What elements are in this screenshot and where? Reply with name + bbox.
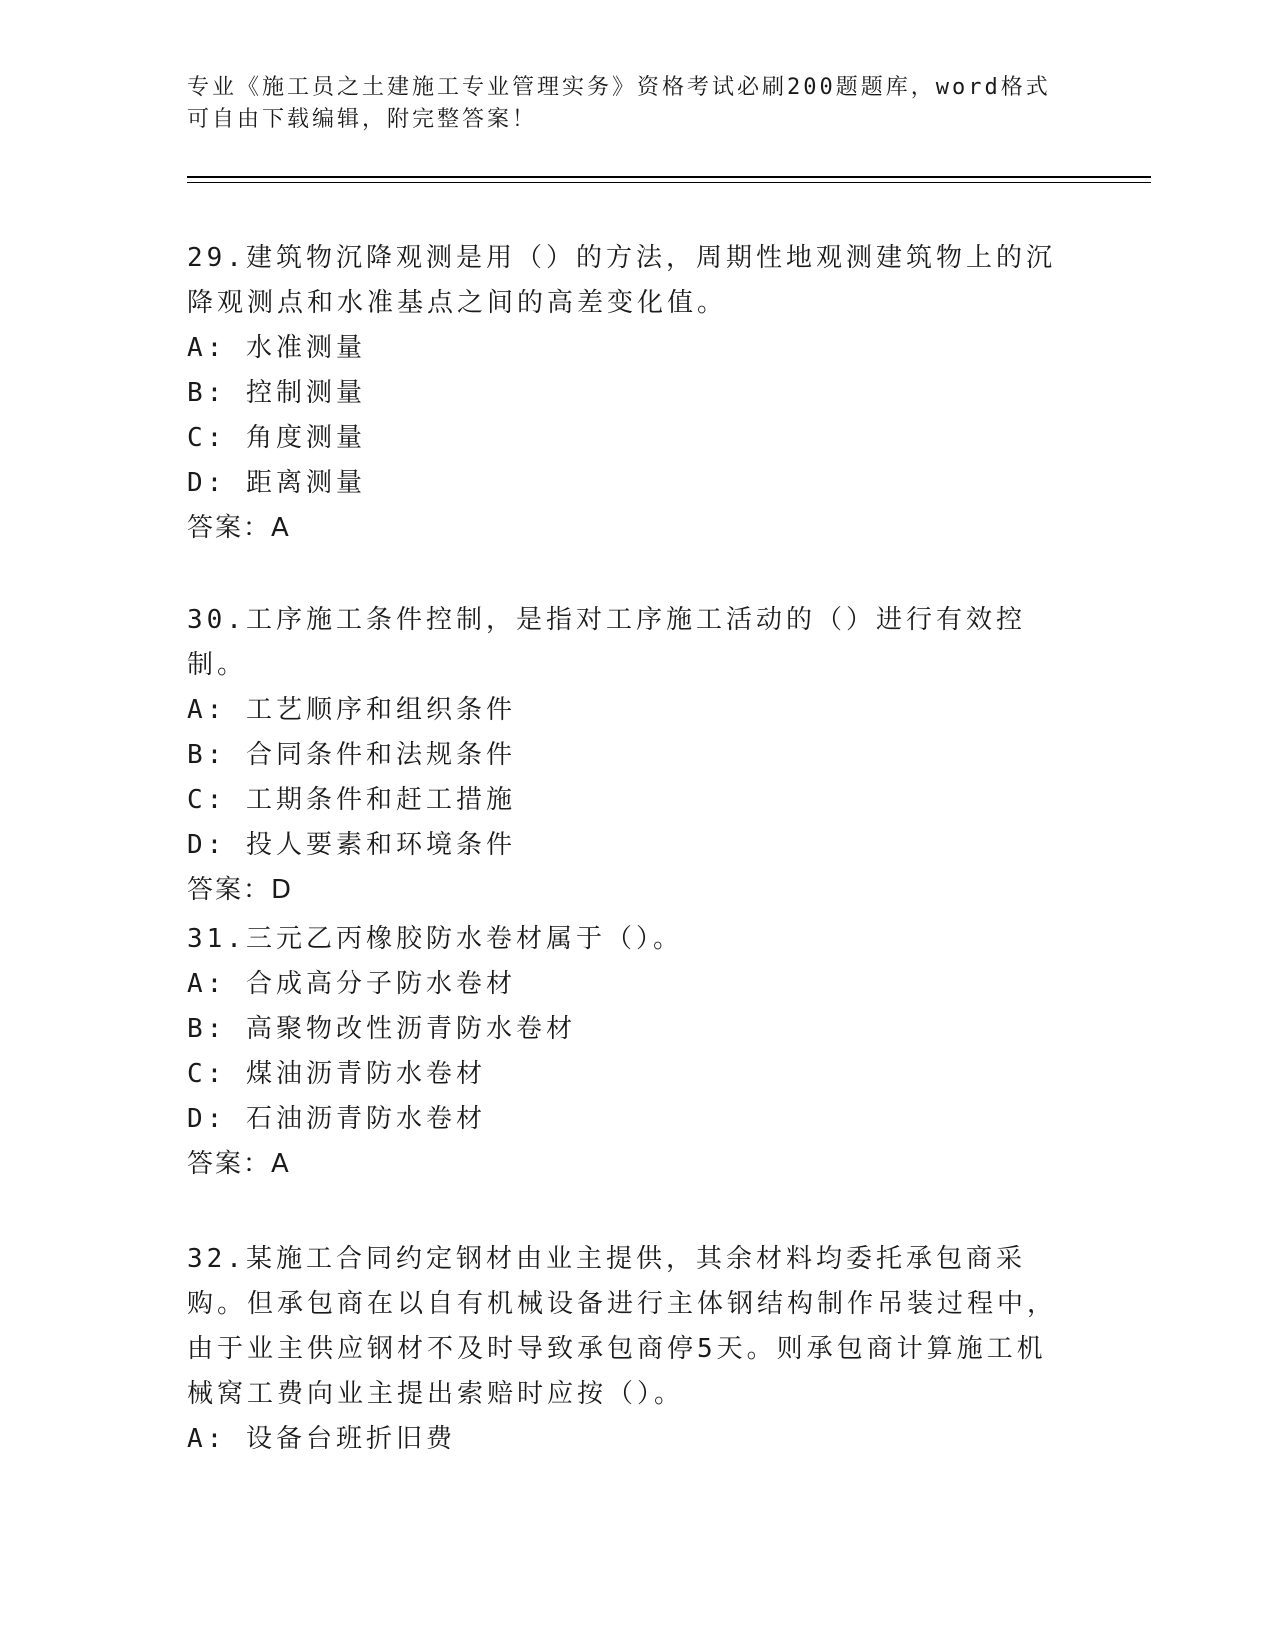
option-c: C: 角度测量	[187, 423, 366, 453]
option-b: B: 合同条件和法规条件	[187, 740, 516, 770]
question-29	[187, 236, 1067, 551]
question-32	[187, 1237, 1067, 1462]
option-c: C: 煤油沥青防水卷材	[187, 1059, 486, 1089]
option-a: A: 水准测量	[187, 333, 366, 363]
answer: 答案：A	[187, 513, 291, 543]
option-d: D: 投人要素和环境条件	[187, 830, 516, 860]
option-d: D: 石油沥青防水卷材	[187, 1104, 486, 1134]
question-stem: 29.建筑物沉降观测是用（）的方法，周期性地观测建筑物上的沉降观测点和水准基点之间的高差变化值。	[187, 243, 1056, 318]
answer: 答案：A	[187, 1149, 291, 1179]
answer: 答案：D	[187, 875, 294, 905]
question-30	[187, 598, 1067, 913]
document-header: 专业《施工员之土建施工专业管理实务》资格考试必刷200题题库，word格式可自由下载编辑，附完整答案！	[187, 75, 1051, 132]
question-stem: 32.某施工合同约定钢材由业主提供，其余材料均委托承包商采购。但承包商在以自有机械设备进行主体钢结构制作吊装过程中，由于业主供应钢材不及时导致承包商停5天。则承包商计算施工机械窝工费向业主提出索赔时应按（）。	[187, 1244, 1058, 1409]
option-a: A: 工艺顺序和组织条件	[187, 695, 516, 725]
option-d: D: 距离测量	[187, 468, 366, 498]
question-stem: 30.工序施工条件控制，是指对工序施工活动的（）进行有效控制。	[187, 605, 1026, 680]
option-a: A: 设备台班折旧费	[187, 1424, 456, 1454]
question-31	[187, 917, 1067, 1187]
option-a: A: 合成高分子防水卷材	[187, 969, 516, 999]
question-stem: 31.三元乙丙橡胶防水卷材属于（）。	[187, 924, 683, 954]
option-c: C: 工期条件和赶工措施	[187, 785, 516, 815]
header-divider	[187, 176, 1151, 183]
option-b: B: 控制测量	[187, 378, 366, 408]
option-b: B: 高聚物改性沥青防水卷材	[187, 1014, 576, 1044]
